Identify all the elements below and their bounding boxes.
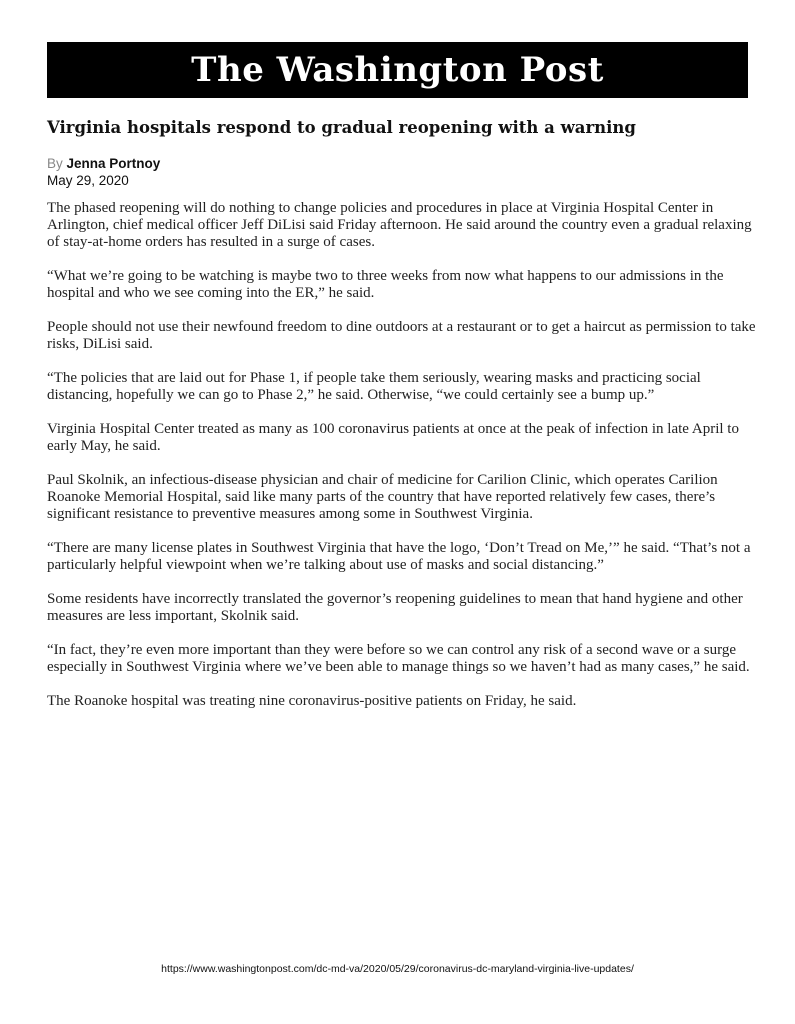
article-headline: Virginia hospitals respond to gradual reopening with a warning [47, 118, 636, 137]
byline-prefix: By [47, 156, 63, 171]
article-paragraph: “There are many license plates in Southwest Virginia that have the logo, ‘Don’t Tread on Me,’” he said. “That’s not a particularly helpful viewpoint when we’re talking about use of masks and social distancing.” [47, 540, 751, 573]
article-paragraph: People should not use their newfound freedom to dine outdoors at a restaurant or to get a haircut as permission to take risks, DiLisi said. [47, 319, 756, 352]
source-url[interactable]: https://www.washingtonpost.com/dc-md-va/2020/05/29/coronavirus-dc-maryland-virginia-live-updates/ [161, 963, 634, 975]
article-paragraph: Paul Skolnik, an infectious-disease physician and chair of medicine for Carilion Clinic, which operates Carilion Roanoke Memorial Hospital, said like many parts of the country that have reported relatively few cases, there’s significant resistance to preventive measures among some in Southwest Virginia. [47, 472, 718, 522]
byline [47, 155, 160, 172]
masthead-banner [47, 42, 748, 98]
article-body [47, 200, 767, 727]
article-paragraph: The phased reopening will do nothing to change policies and procedures in place at Virginia Hospital Center in Arlington, chief medical officer Jeff DiLisi said Friday afternoon. He said around the country even a gradual relaxing of stay-at-home orders has resulted in a surge of cases. [47, 200, 752, 250]
article-date: May 29, 2020 [47, 173, 129, 188]
masthead-logo: The Washington Post [191, 50, 604, 90]
article-paragraph: “What we’re going to be watching is maybe two to three weeks from now what happens to our admissions in the hospital and who we see coming into the ER,” he said. [47, 268, 724, 301]
article-paragraph: Some residents have incorrectly translated the governor’s reopening guidelines to mean that hand hygiene and other measures are less important, Skolnik said. [47, 591, 743, 624]
article-paragraph: “In fact, they’re even more important than they were before so we can control any risk of a second wave or a surge especially in Southwest Virginia where we’ve been able to manage things so we haven’t had as many cases,” he said. [47, 642, 750, 675]
article-paragraph: Virginia Hospital Center treated as many as 100 coronavirus patients at once at the peak of infection in late April to early May, he said. [47, 421, 739, 454]
article-paragraph: “The policies that are laid out for Phase 1, if people take them seriously, wearing masks and practicing social distancing, hopefully we can go to Phase 2,” he said. Otherwise, “we could certainly see a bump up.” [47, 370, 701, 403]
author-name[interactable]: Jenna Portnoy [66, 156, 161, 171]
article-paragraph: The Roanoke hospital was treating nine coronavirus-positive patients on Friday, he said. [47, 693, 577, 709]
